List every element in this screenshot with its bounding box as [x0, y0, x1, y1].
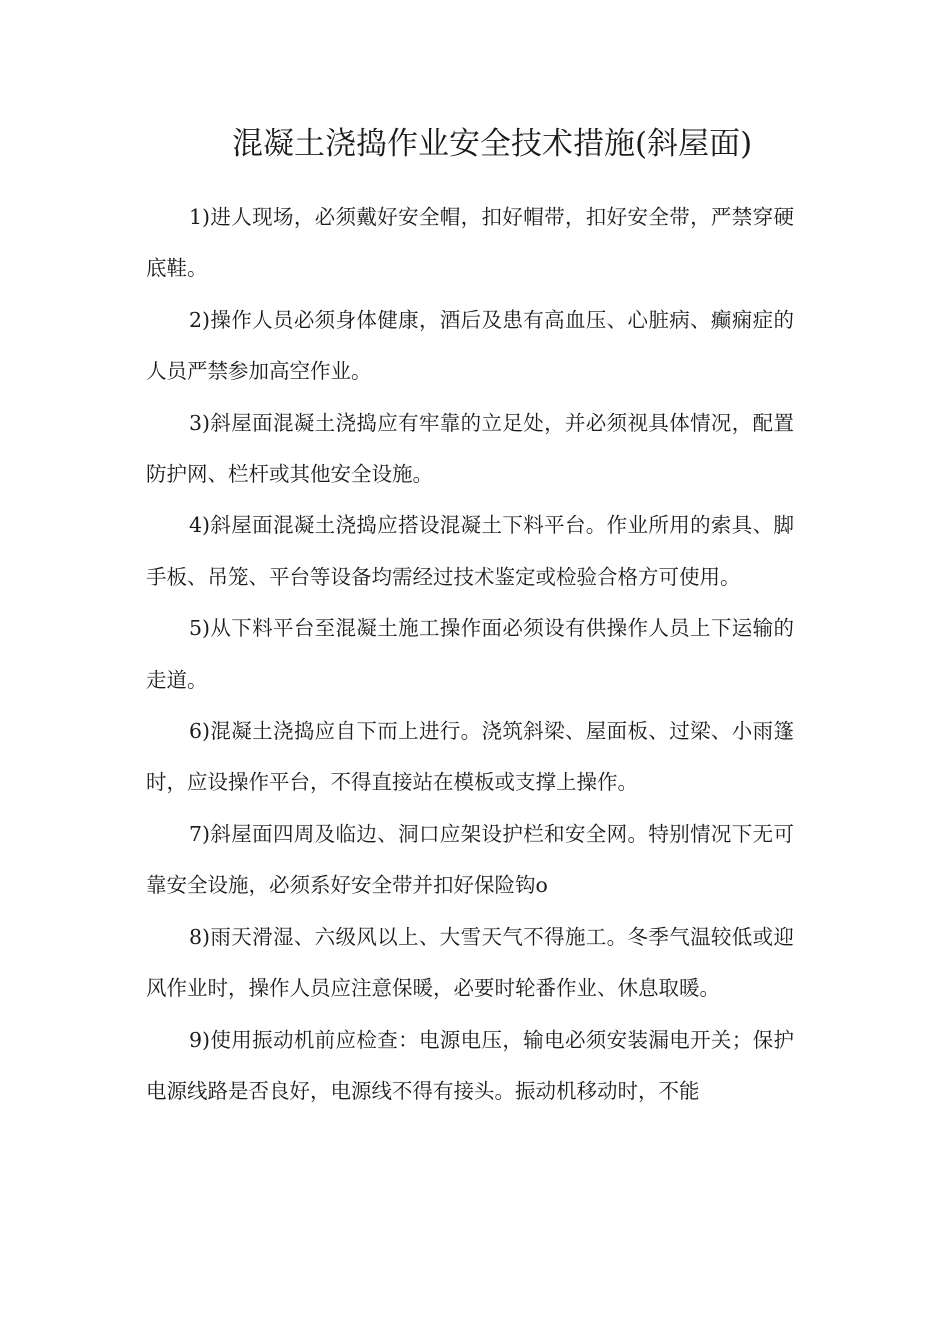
paragraph-6: 6)混凝土浇捣应自下而上进行。浇筑斜梁、屋面板、过梁、小雨篷时，应设操作平台，不得直接站在模板或支撑上操作。	[146, 719, 794, 795]
paragraph-9: 9)使用振动机前应检查：电源电压，输电必须安装漏电开关；保护电源线路是否良好，电源线不得有接头。振动机移动时，不能	[146, 1027, 794, 1103]
paragraph-3: 3)斜屋面混凝土浇捣应有牢靠的立足处，并必须视具体情况，配置防护网、栏杆或其他安全设施。	[146, 410, 794, 487]
document-title: 混凝土浇捣作业安全技术措施(斜屋面)	[232, 126, 753, 162]
paragraph-4: 4)斜屋面混凝土浇捣应搭设混凝土下料平台。作业所用的索具、脚手板、吊笼、平台等设备均需经过技术鉴定或检验合格方可使用。	[146, 513, 794, 589]
paragraph-7: 7)斜屋面四周及临边、洞口应架设护栏和安全网。特别情况下无可靠安全设施，必须系好安全带并扣好保险钩o	[146, 821, 794, 898]
paragraph-8: 8)雨天滑湿、六级风以上、大雪天气不得施工。冬季气温较低或迎风作业时，操作人员应注意保暖，必要时轮番作业、休息取暖。	[146, 924, 794, 1001]
paragraph-5: 5)从下料平台至混凝土施工操作面必须设有供操作人员上下运输的走道。	[146, 616, 794, 692]
document-body	[146, 192, 794, 1117]
paragraph-2: 2)操作人员必须身体健康，酒后及患有高血压、心脏病、癫痫症的人员严禁参加高空作业。	[146, 307, 794, 384]
paragraph-1: 1)进人现场，必须戴好安全帽，扣好帽带，扣好安全带，严禁穿硬底鞋。	[146, 205, 794, 281]
